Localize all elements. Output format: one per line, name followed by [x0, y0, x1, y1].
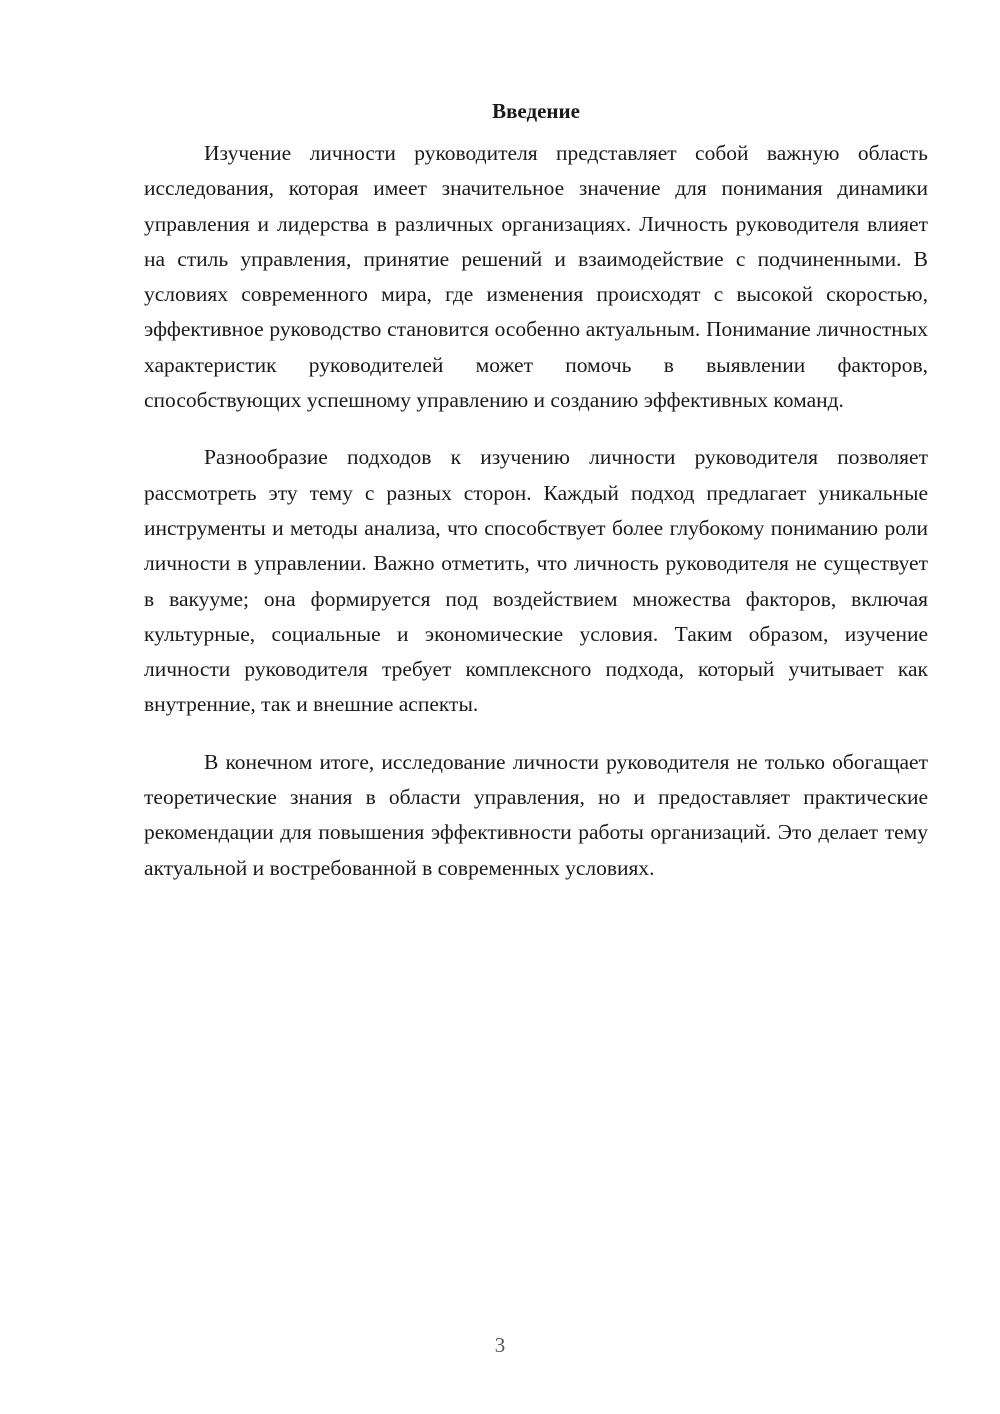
page-number: 3: [494, 1333, 506, 1357]
page-content: [144, 96, 928, 886]
paragraph: В конечном итоге, исследование личности руководителя не только обогащает теоретические знания в области управления, но и предоставляет практические рекомендации для повышения эффективности работы организаций. Это делает тему актуальной и востребованной в современных условиях.: [144, 749, 928, 880]
section-title: Введение: [492, 99, 580, 123]
paragraph: Разнообразие подходов к изучению личности руководителя позволяет рассмотреть эту тему с разных сторон. Каждый подход предлагает уникальные инструменты и методы анализа, что способствует более глубокому пониманию роли личности в управлении. Важно отметить, что личность руководителя не существует в вакууме; она формируется под воздействием множества факторов, включая культурные, социальные и экономические условия. Таким образом, изучение личности руководителя требует комплексного подхода, который учитывает как внутренние, так и внешние аспекты.: [144, 445, 928, 717]
paragraph: Изучение личности руководителя представляет собой важную область исследования, которая имеет значительное значение для понимания динамики управления и лидерства в различных организациях. Личность руководителя влияет на стиль управления, принятие решений и взаимодействие с подчиненными. В условиях современного мира, где изменения происходят с высокой скоростью, эффективное руководство становится особенно актуальным. Понимание личностных характеристик руководителей может помочь в выявлении факторов, способствующих успешному управлению и созданию эффективных команд.: [144, 141, 928, 413]
